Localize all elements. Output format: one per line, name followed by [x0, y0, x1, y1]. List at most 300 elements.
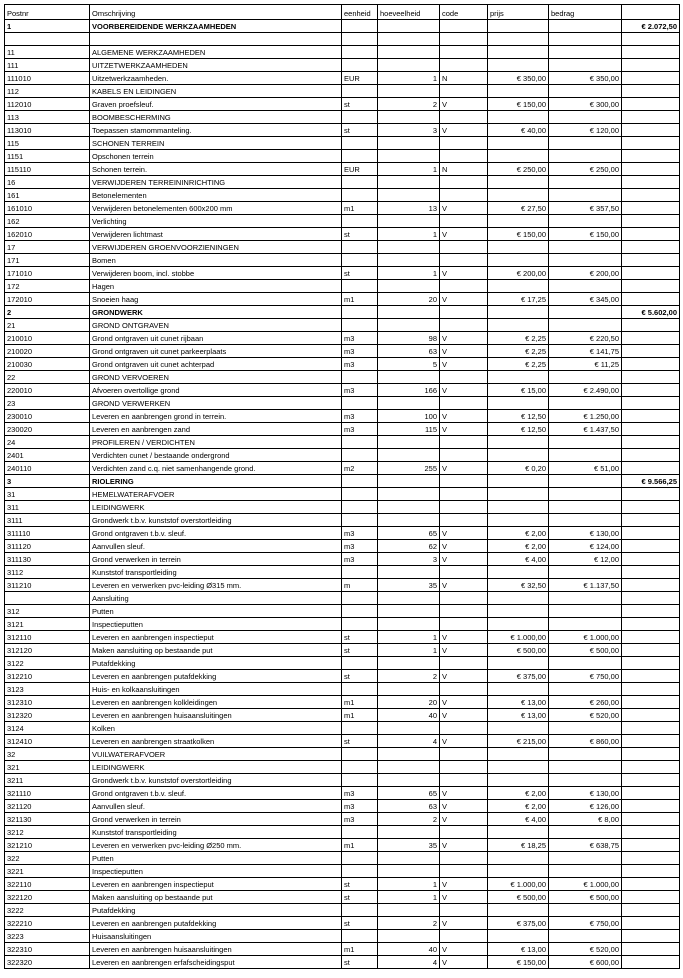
bestek-table: [4, 4, 680, 969]
cell-postnr: [5, 592, 90, 605]
cell-code: [440, 85, 488, 98]
cell-postnr: [5, 33, 90, 46]
table-row: [5, 865, 680, 878]
table-row: [5, 748, 680, 761]
cell-totaal: [622, 124, 680, 137]
cell-omschrijving: VOORBEREIDENDE WERKZAAMHEDEN: [90, 20, 342, 33]
cell-code: [440, 514, 488, 527]
cell-hoeveelheid: 3: [378, 124, 440, 137]
cell-postnr: 111010: [5, 72, 90, 85]
cell-prijs: [488, 449, 549, 462]
table-row: [5, 332, 680, 345]
cell-prijs: [488, 865, 549, 878]
cell-postnr: 311120: [5, 540, 90, 553]
cell-bedrag: € 126,00: [549, 800, 622, 813]
cell-postnr: 31: [5, 488, 90, 501]
cell-omschrijving: Schonen terrein.: [90, 163, 342, 176]
cell-code: V: [440, 384, 488, 397]
cell-code: [440, 475, 488, 488]
cell-code: V: [440, 839, 488, 852]
cell-prijs: [488, 85, 549, 98]
table-row: [5, 345, 680, 358]
cell-hoeveelheid: 255: [378, 462, 440, 475]
cell-postnr: 312: [5, 605, 90, 618]
cell-eenheid: [342, 774, 378, 787]
table-row: [5, 293, 680, 306]
cell-code: [440, 46, 488, 59]
cell-prijs: € 27,50: [488, 202, 549, 215]
cell-omschrijving: Putten: [90, 852, 342, 865]
cell-prijs: € 2,25: [488, 358, 549, 371]
cell-totaal: [622, 631, 680, 644]
cell-hoeveelheid: 1: [378, 267, 440, 280]
cell-code: [440, 774, 488, 787]
cell-prijs: € 375,00: [488, 670, 549, 683]
cell-hoeveelheid: [378, 592, 440, 605]
cell-eenheid: [342, 514, 378, 527]
cell-eenheid: [342, 592, 378, 605]
cell-bedrag: € 2.490,00: [549, 384, 622, 397]
cell-totaal: [622, 683, 680, 696]
cell-hoeveelheid: [378, 930, 440, 943]
cell-omschrijving: Leveren en aanbrengen kolkleidingen: [90, 696, 342, 709]
cell-bedrag: [549, 111, 622, 124]
cell-hoeveelheid: [378, 59, 440, 72]
cell-code: [440, 865, 488, 878]
cell-hoeveelheid: [378, 605, 440, 618]
cell-totaal: [622, 657, 680, 670]
cell-prijs: € 215,00: [488, 735, 549, 748]
cell-hoeveelheid: [378, 514, 440, 527]
cell-eenheid: [342, 748, 378, 761]
cell-hoeveelheid: [378, 501, 440, 514]
cell-hoeveelheid: [378, 20, 440, 33]
cell-postnr: 3222: [5, 904, 90, 917]
cell-omschrijving: Grondwerk t.b.v. kunststof overstortleiding: [90, 514, 342, 527]
cell-code: V: [440, 917, 488, 930]
cell-postnr: 322: [5, 852, 90, 865]
cell-code: V: [440, 956, 488, 969]
cell-omschrijving: PROFILEREN / VERDICHTEN: [90, 436, 342, 449]
cell-omschrijving: GROND ONTGRAVEN: [90, 319, 342, 332]
cell-code: [440, 566, 488, 579]
cell-code: [440, 20, 488, 33]
cell-hoeveelheid: [378, 449, 440, 462]
cell-omschrijving: Leveren en verwerken pvc-leiding Ø250 mm.: [90, 839, 342, 852]
cell-code: [440, 761, 488, 774]
cell-bedrag: € 750,00: [549, 670, 622, 683]
cell-hoeveelheid: [378, 111, 440, 124]
cell-eenheid: [342, 59, 378, 72]
cell-postnr: 161: [5, 189, 90, 202]
cell-bedrag: [549, 514, 622, 527]
table-row: [5, 566, 680, 579]
cell-eenheid: m3: [342, 553, 378, 566]
cell-postnr: 172: [5, 280, 90, 293]
cell-hoeveelheid: [378, 683, 440, 696]
cell-bedrag: € 1.137,50: [549, 579, 622, 592]
cell-totaal: [622, 462, 680, 475]
cell-bedrag: [549, 397, 622, 410]
cell-omschrijving: LEIDINGWERK: [90, 761, 342, 774]
section-row: [5, 20, 680, 33]
cell-totaal: [622, 202, 680, 215]
table-row: [5, 124, 680, 137]
cell-omschrijving: Putten: [90, 605, 342, 618]
cell-hoeveelheid: [378, 436, 440, 449]
cell-bedrag: [549, 189, 622, 202]
cell-postnr: 312110: [5, 631, 90, 644]
cell-hoeveelheid: [378, 657, 440, 670]
cell-totaal: [622, 72, 680, 85]
cell-totaal: [622, 540, 680, 553]
cell-code: V: [440, 735, 488, 748]
cell-omschrijving: SCHONEN TERREIN: [90, 137, 342, 150]
cell-postnr: 312210: [5, 670, 90, 683]
cell-totaal: [622, 904, 680, 917]
cell-prijs: [488, 475, 549, 488]
cell-code: [440, 33, 488, 46]
cell-postnr: 16: [5, 176, 90, 189]
cell-eenheid: [342, 722, 378, 735]
cell-eenheid: st: [342, 956, 378, 969]
cell-postnr: 240110: [5, 462, 90, 475]
table-row: [5, 904, 680, 917]
cell-totaal: [622, 397, 680, 410]
table-row: [5, 163, 680, 176]
cell-postnr: 113010: [5, 124, 90, 137]
cell-hoeveelheid: [378, 761, 440, 774]
cell-postnr: 322120: [5, 891, 90, 904]
cell-eenheid: m1: [342, 839, 378, 852]
cell-hoeveelheid: [378, 241, 440, 254]
cell-prijs: [488, 930, 549, 943]
cell-omschrijving: Aanvullen sleuf.: [90, 540, 342, 553]
cell-omschrijving: Kunststof transportleiding: [90, 566, 342, 579]
cell-eenheid: [342, 488, 378, 501]
cell-prijs: € 15,00: [488, 384, 549, 397]
section-row: [5, 306, 680, 319]
table-row: [5, 280, 680, 293]
cell-bedrag: [549, 865, 622, 878]
table-row: [5, 72, 680, 85]
cell-totaal: [622, 280, 680, 293]
cell-eenheid: m3: [342, 423, 378, 436]
table-row: [5, 462, 680, 475]
table-row: [5, 85, 680, 98]
table-row: [5, 943, 680, 956]
table-row: [5, 423, 680, 436]
cell-code: V: [440, 410, 488, 423]
cell-eenheid: [342, 826, 378, 839]
cell-prijs: € 2,00: [488, 540, 549, 553]
cell-prijs: € 2,00: [488, 787, 549, 800]
cell-hoeveelheid: [378, 46, 440, 59]
cell-hoeveelheid: 1: [378, 72, 440, 85]
cell-prijs: [488, 111, 549, 124]
cell-hoeveelheid: 166: [378, 384, 440, 397]
cell-bedrag: [549, 605, 622, 618]
cell-postnr: 21: [5, 319, 90, 332]
cell-hoeveelheid: [378, 189, 440, 202]
cell-totaal: [622, 410, 680, 423]
table-row: [5, 228, 680, 241]
cell-omschrijving: Leveren en aanbrengen putafdekking: [90, 670, 342, 683]
cell-hoeveelheid: [378, 85, 440, 98]
cell-eenheid: [342, 306, 378, 319]
cell-totaal: [622, 488, 680, 501]
table-row: [5, 202, 680, 215]
table-row: [5, 683, 680, 696]
cell-prijs: € 18,25: [488, 839, 549, 852]
cell-bedrag: [549, 657, 622, 670]
cell-postnr: 311210: [5, 579, 90, 592]
cell-prijs: € 500,00: [488, 891, 549, 904]
cell-omschrijving: Inspectieputten: [90, 618, 342, 631]
cell-omschrijving: Afvoeren overtollige grond: [90, 384, 342, 397]
cell-totaal: [622, 33, 680, 46]
cell-bedrag: [549, 748, 622, 761]
cell-bedrag: € 11,25: [549, 358, 622, 371]
cell-hoeveelheid: [378, 137, 440, 150]
cell-hoeveelheid: [378, 306, 440, 319]
cell-hoeveelheid: 40: [378, 943, 440, 956]
cell-eenheid: st: [342, 631, 378, 644]
cell-totaal: [622, 800, 680, 813]
cell-code: V: [440, 527, 488, 540]
cell-prijs: € 1.000,00: [488, 878, 549, 891]
cell-eenheid: st: [342, 891, 378, 904]
cell-bedrag: [549, 33, 622, 46]
cell-code: [440, 150, 488, 163]
cell-bedrag: € 12,00: [549, 553, 622, 566]
cell-code: V: [440, 540, 488, 553]
cell-eenheid: st: [342, 878, 378, 891]
cell-hoeveelheid: 65: [378, 527, 440, 540]
cell-prijs: € 13,00: [488, 696, 549, 709]
table-row: [5, 267, 680, 280]
cell-hoeveelheid: [378, 488, 440, 501]
cell-code: [440, 930, 488, 943]
cell-bedrag: [549, 761, 622, 774]
cell-bedrag: [549, 475, 622, 488]
cell-postnr: 3124: [5, 722, 90, 735]
table-row: [5, 592, 680, 605]
cell-omschrijving: Inspectieputten: [90, 865, 342, 878]
cell-bedrag: [549, 20, 622, 33]
cell-prijs: [488, 176, 549, 189]
cell-prijs: [488, 852, 549, 865]
cell-code: N: [440, 163, 488, 176]
cell-postnr: 311130: [5, 553, 90, 566]
cell-code: [440, 501, 488, 514]
cell-prijs: € 40,00: [488, 124, 549, 137]
cell-omschrijving: Grond verwerken in terrein: [90, 553, 342, 566]
cell-totaal: [622, 163, 680, 176]
cell-omschrijving: Leveren en aanbrengen huisaansluitingen: [90, 943, 342, 956]
cell-omschrijving: Aansluiting: [90, 592, 342, 605]
table-row: [5, 618, 680, 631]
cell-prijs: [488, 436, 549, 449]
cell-eenheid: [342, 475, 378, 488]
cell-prijs: € 32,50: [488, 579, 549, 592]
cell-hoeveelheid: 2: [378, 813, 440, 826]
cell-hoeveelheid: 1: [378, 878, 440, 891]
cell-postnr: 1151: [5, 150, 90, 163]
cell-eenheid: st: [342, 917, 378, 930]
cell-eenheid: [342, 280, 378, 293]
cell-hoeveelheid: 63: [378, 800, 440, 813]
cell-omschrijving: Grondwerk t.b.v. kunststof overstortleiding: [90, 774, 342, 787]
cell-hoeveelheid: 4: [378, 956, 440, 969]
cell-prijs: [488, 488, 549, 501]
cell-code: [440, 306, 488, 319]
cell-totaal: [622, 839, 680, 852]
cell-eenheid: st: [342, 735, 378, 748]
cell-eenheid: [342, 852, 378, 865]
cell-eenheid: m3: [342, 813, 378, 826]
cell-hoeveelheid: 2: [378, 98, 440, 111]
cell-code: V: [440, 891, 488, 904]
cell-bedrag: € 51,00: [549, 462, 622, 475]
cell-bedrag: € 1.437,50: [549, 423, 622, 436]
cell-postnr: 322310: [5, 943, 90, 956]
cell-postnr: 322210: [5, 917, 90, 930]
cell-totaal: € 9.566,25: [622, 475, 680, 488]
cell-omschrijving: Toepassen stamommanteling.: [90, 124, 342, 137]
cell-code: V: [440, 332, 488, 345]
header-eenheid: eenheid: [342, 5, 378, 20]
cell-eenheid: [342, 904, 378, 917]
table-row: [5, 215, 680, 228]
cell-omschrijving: Kolken: [90, 722, 342, 735]
cell-omschrijving: Aanvullen sleuf.: [90, 800, 342, 813]
cell-postnr: 3: [5, 475, 90, 488]
cell-code: V: [440, 787, 488, 800]
cell-hoeveelheid: 65: [378, 787, 440, 800]
cell-omschrijving: [90, 33, 342, 46]
cell-omschrijving: ALGEMENE WERKZAAMHEDEN: [90, 46, 342, 59]
cell-eenheid: m3: [342, 410, 378, 423]
cell-postnr: 162010: [5, 228, 90, 241]
cell-eenheid: [342, 397, 378, 410]
cell-postnr: 312320: [5, 709, 90, 722]
cell-hoeveelheid: [378, 254, 440, 267]
cell-eenheid: [342, 605, 378, 618]
cell-totaal: [622, 709, 680, 722]
cell-eenheid: m3: [342, 527, 378, 540]
cell-prijs: € 0,20: [488, 462, 549, 475]
table-row: [5, 800, 680, 813]
cell-eenheid: m1: [342, 943, 378, 956]
cell-postnr: 3221: [5, 865, 90, 878]
cell-eenheid: [342, 319, 378, 332]
cell-code: V: [440, 644, 488, 657]
cell-prijs: [488, 618, 549, 631]
table-row: [5, 761, 680, 774]
cell-totaal: [622, 423, 680, 436]
cell-totaal: [622, 254, 680, 267]
cell-code: V: [440, 631, 488, 644]
table-row: [5, 254, 680, 267]
cell-bedrag: € 638,75: [549, 839, 622, 852]
cell-code: [440, 254, 488, 267]
cell-eenheid: m1: [342, 696, 378, 709]
cell-hoeveelheid: 1: [378, 163, 440, 176]
cell-postnr: 171: [5, 254, 90, 267]
cell-hoeveelheid: 20: [378, 293, 440, 306]
cell-eenheid: m3: [342, 787, 378, 800]
cell-prijs: € 2,25: [488, 345, 549, 358]
cell-bedrag: € 1.000,00: [549, 631, 622, 644]
header-code: code: [440, 5, 488, 20]
cell-totaal: [622, 267, 680, 280]
cell-postnr: 3212: [5, 826, 90, 839]
cell-code: V: [440, 462, 488, 475]
cell-prijs: [488, 683, 549, 696]
cell-hoeveelheid: [378, 748, 440, 761]
cell-postnr: 111: [5, 59, 90, 72]
table-row: [5, 319, 680, 332]
cell-totaal: [622, 943, 680, 956]
cell-eenheid: st: [342, 670, 378, 683]
cell-omschrijving: Verlichting: [90, 215, 342, 228]
cell-eenheid: m3: [342, 800, 378, 813]
table-row: [5, 670, 680, 683]
cell-postnr: 1: [5, 20, 90, 33]
cell-omschrijving: Putafdekking: [90, 904, 342, 917]
cell-bedrag: € 124,00: [549, 540, 622, 553]
cell-postnr: 321110: [5, 787, 90, 800]
cell-code: [440, 657, 488, 670]
cell-omschrijving: Snoeien haag: [90, 293, 342, 306]
cell-prijs: € 200,00: [488, 267, 549, 280]
cell-totaal: [622, 930, 680, 943]
cell-hoeveelheid: [378, 371, 440, 384]
cell-bedrag: [549, 826, 622, 839]
table-row: [5, 111, 680, 124]
cell-omschrijving: Putafdekking: [90, 657, 342, 670]
cell-hoeveelheid: [378, 904, 440, 917]
table-row: [5, 917, 680, 930]
cell-prijs: € 150,00: [488, 98, 549, 111]
cell-code: [440, 852, 488, 865]
cell-omschrijving: Verdichten cunet / bestaande ondergrond: [90, 449, 342, 462]
cell-prijs: [488, 319, 549, 332]
cell-prijs: [488, 514, 549, 527]
cell-eenheid: [342, 371, 378, 384]
cell-hoeveelheid: [378, 176, 440, 189]
cell-totaal: [622, 215, 680, 228]
cell-prijs: [488, 254, 549, 267]
cell-eenheid: [342, 657, 378, 670]
cell-prijs: [488, 189, 549, 202]
cell-bedrag: [549, 215, 622, 228]
cell-postnr: 3123: [5, 683, 90, 696]
cell-bedrag: [549, 592, 622, 605]
cell-bedrag: [549, 566, 622, 579]
table-row: [5, 930, 680, 943]
cell-postnr: 312120: [5, 644, 90, 657]
cell-prijs: € 12,50: [488, 410, 549, 423]
cell-totaal: [622, 449, 680, 462]
cell-totaal: [622, 436, 680, 449]
cell-bedrag: € 200,00: [549, 267, 622, 280]
table-row: [5, 553, 680, 566]
cell-totaal: [622, 189, 680, 202]
header-totaal: [622, 5, 680, 20]
table-row: [5, 813, 680, 826]
